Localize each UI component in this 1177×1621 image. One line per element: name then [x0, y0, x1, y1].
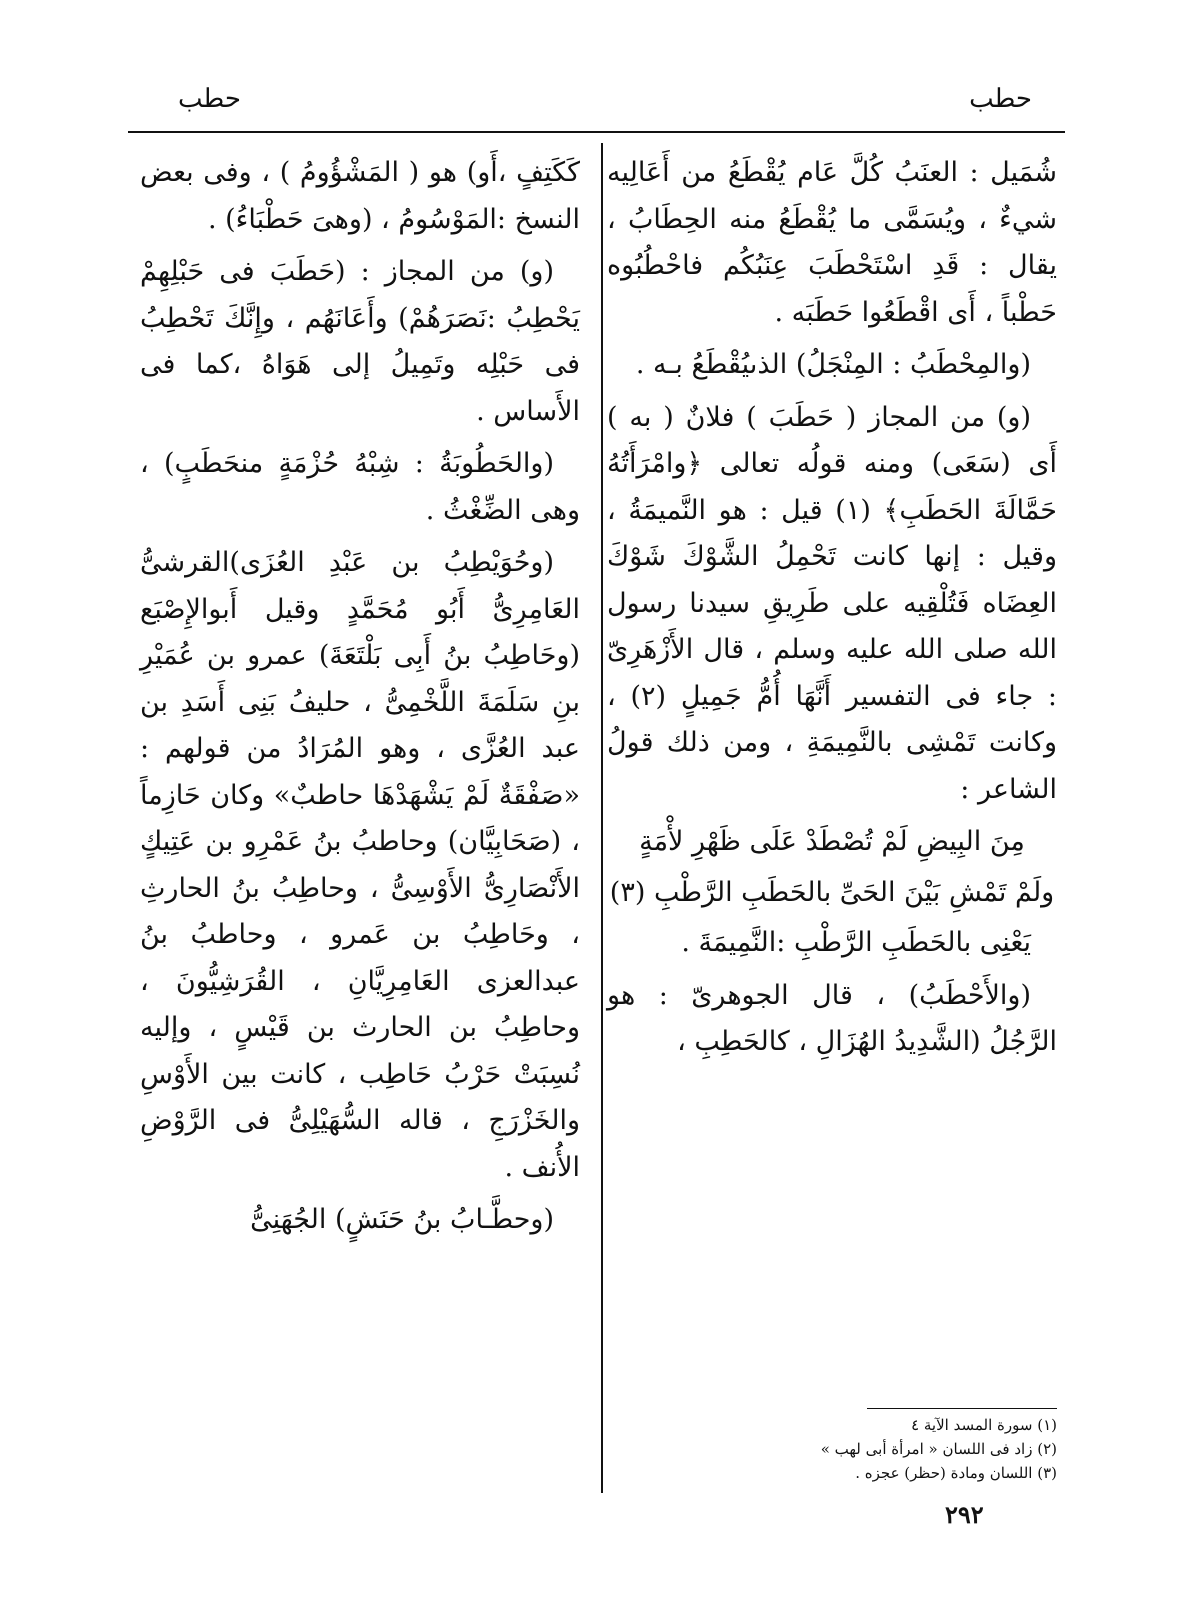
left-column [140, 150, 580, 1250]
header-rule [128, 131, 1065, 133]
right-column [607, 150, 1057, 1072]
footnote: (١) سورة المسد الآية ٤ [911, 1416, 1057, 1434]
verse-line-2: ولَمْ تَمْشِ بَيْنَ الحَىِّ بالحَطَبِ الرَّطْبِ (٣) [609, 876, 1055, 908]
right-paragraph: (والمِحْطَبُ : المِنْجَلُ) الذىيُقْطَعُ بـه . [635, 349, 1031, 380]
footnote-rule [867, 1408, 1057, 1409]
verse-line-1: مِنَ البِيضِ لَمْ تُصْطَدْ عَلَى ظَهْرِ لأْمَةٍ [639, 826, 1025, 857]
footnote: (٢) زاد فى اللسان « امرأة أبى لهب » [820, 1440, 1057, 1458]
left-paragraph: (وحطَّـابُ بنُ حَنَشٍ) الجُهَنِىُّ [250, 1204, 554, 1235]
column-divider [601, 143, 603, 1493]
left-paragraph: (والحَطُوبَةُ : شِبْهُ حُزْمَةٍ منحَطَبٍ) ، وهى الضِّغْثُ . [140, 448, 580, 526]
right-paragraph: (والأَحْطَبُ) ، قال الجوهرىّ : هو الرَّجُلُ (الشَّدِيدُ الهُزَالِ ، كالحَطِبِ ، [607, 979, 1057, 1057]
left-paragraph: (وحُوَيْطِبُ بن عَبْدِ العُزَى)القرشىُّ العَامِرِىُّ أَبُو مُحَمَّدٍ وقيل أَبوالإِصْبَع (وحَاطِبُ بنُ أَبِى بَلْتَعَةَ) عمرو بن عُمَيْرِ بنِ سَلَمَةَ اللَّخْمِىُّ ، حليفُ بَنِى أَسَدِ بن عبد العُزَّى ، وهو المُرَادُ من قولهم : «صَفْقَةٌ لَمْ يَشْهَدْهَا حاطبٌ» وكان حَازِماً ، (صَحَابِيَّان) وحاطبُ بنُ عَمْرِو بن عَتِيكٍ الأَنْصَارِىُّ الأَوْسِىُّ ، وحاطِبُ بنُ الحارثِ ، وحَاطِبُ بن عَمرو ، وحاطبُ بنُ عبدالعزى العَامِرِيَّانِ ، القُرَشِيُّونَ ، وحاطِبُ بن الحارث بن قَيْسٍ ، وإليه نُسِبَتْ حَرْبُ حَاطِب ، كانت بين الأَوْسِ والخَزْرَجِ ، قاله السُّهَيْلِىُّ فى الرَّوْضِ الأُنف . [140, 547, 580, 1183]
footnote: (٣) اللسان ومادة (حظر) عجزه . [855, 1464, 1057, 1482]
footnotes [607, 1408, 1057, 1485]
running-head-left: حطب [178, 84, 241, 114]
page-number: ٢٩٢ [945, 1500, 984, 1529]
left-paragraph: كَكَتِفٍ ،أَو) هو ( المَشْؤُومُ ) ، وفى بعض النسخ :المَوْسُومُ ، (وهىَ حَطْبَاءُ) . [140, 157, 580, 235]
right-paragraph: (و) من المجاز ( حَطَبَ ) فلانٌ ( به ) أَى (سَعَى) ومنه قولُه تعالى ﴿وامْرَأَتُهُ حَمَّالَةَ الحَطَبِ﴾ (١) قيل : هو النَّميمَةُ ، وقيل : إنها كانت تَحْمِلُ الشَّوْكَ شَوْكَ العِضَاه فَتُلْقِيه على طَرِيقِ سيدنا رسول الله صلى الله عليه وسلم ، قال الأَزْهَرِىّ : جاء فى التفسير أَنَّهَا أُمُّ جَمِيلٍ (٢) ، وكانت تَمْشِى بالنَّمِيمَةِ ، ومن ذلك قولُ الشاعر : [607, 401, 1057, 805]
right-paragraph: شُمَيل : العنَبُ كُلَّ عَام يُقْطَعُ من أَعَالِيه شيءٌ ، ويُسَمَّى ما يُقْطَعُ منه الحِطَابُ ، يقال : قَدِ اسْتَحْطَبَ عِنَبُكُم فاحْطُبُوه حَطْباً ، أَى اقْطَعُوا حَطَبَه . [607, 157, 1057, 328]
right-paragraph: يَعْنِى بالحَطَبِ الرَّطْبِ :النَّمِيمَةَ . [681, 927, 1031, 958]
running-head-right: حطب [969, 84, 1032, 114]
left-paragraph: (و) من المجاز : (حَطَبَ فى حَبْلِهِمْ يَحْطِبُ :نَصَرَهُمْ) وأَعَانَهُم ، وإِنَّكَ تَحْطِبُ فى حَبْلِه وتَمِيلُ إلى هَوَاهُ ،كما فى الأَساس . [140, 256, 580, 427]
